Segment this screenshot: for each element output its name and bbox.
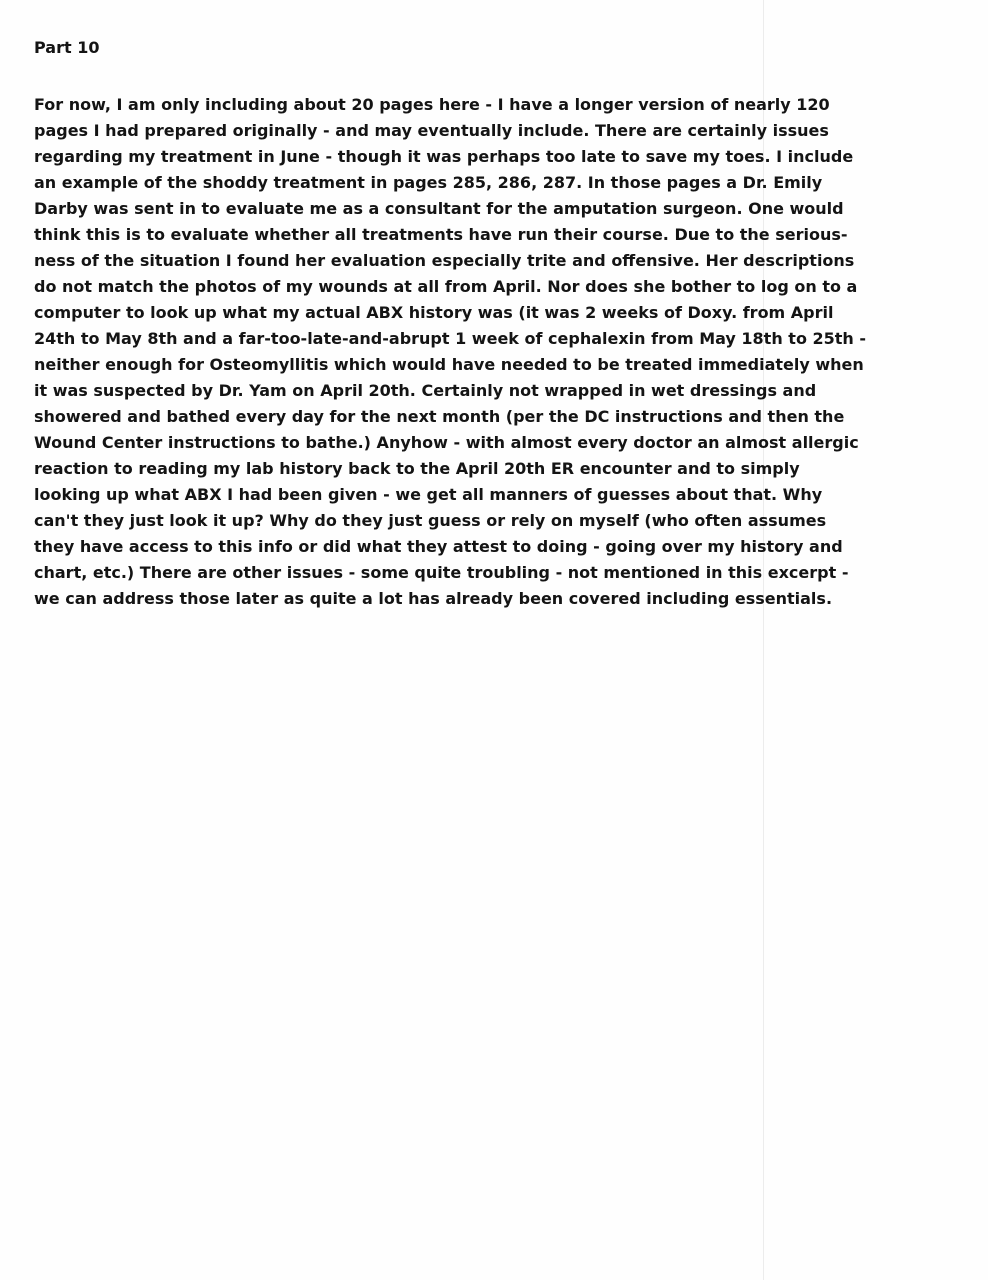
text-line: neither enough for Osteomyllitis which would have needed to be treated immediately when	[34, 355, 864, 374]
text-line: regarding my treatment in June - though it was perhaps too late to save my toes. I include	[34, 147, 854, 166]
text-line: think this is to evaluate whether all treatments have run their course. Due to the serious-	[34, 225, 848, 244]
text-line: do not match the photos of my wounds at all from April. Nor does she bother to log on to a	[34, 277, 858, 296]
text-line: we can address those later as quite a lot has already been covered including essentials.	[34, 589, 833, 608]
text-line: it was suspected by Dr. Yam on April 20th. Certainly not wrapped in wet dressings and	[34, 381, 817, 400]
text-line: they have access to this info or did what they attest to doing - going over my history and	[34, 537, 843, 556]
text-line: 24th to May 8th and a far-too-late-and-abrupt 1 week of cephalexin from May 18th to 25th -	[34, 329, 867, 348]
text-line: can't they just look it up? Why do they just guess or rely on myself (who often assumes	[34, 511, 827, 530]
text-line: looking up what ABX I had been given - we get all manners of guesses about that. Why	[34, 485, 823, 504]
text-line: pages I had prepared originally - and may eventually include. There are certainly issues	[34, 121, 829, 140]
text-line: computer to look up what my actual ABX history was (it was 2 weeks of Doxy. from April	[34, 303, 834, 322]
text-line: reaction to reading my lab history back to the April 20th ER encounter and to simply	[34, 459, 800, 478]
page-heading: Part 10	[34, 38, 100, 57]
text-line: an example of the shoddy treatment in pages 285, 286, 287. In those pages a Dr. Emily	[34, 173, 823, 192]
text-line: ness of the situation I found her evaluation especially trite and offensive. Her descriptions	[34, 251, 855, 270]
text-line: chart, etc.) There are other issues - some quite troubling - not mentioned in this excerpt -	[34, 563, 849, 582]
text-line: For now, I am only including about 20 pages here - I have a longer version of nearly 120	[34, 95, 830, 114]
text-line: Darby was sent in to evaluate me as a consultant for the amputation surgeon. One would	[34, 199, 844, 218]
text-line: Wound Center instructions to bathe.) Anyhow - with almost every doctor an almost allergic	[34, 433, 859, 452]
text-line: showered and bathed every day for the next month (per the DC instructions and then the	[34, 407, 845, 426]
body-paragraph	[34, 92, 866, 612]
